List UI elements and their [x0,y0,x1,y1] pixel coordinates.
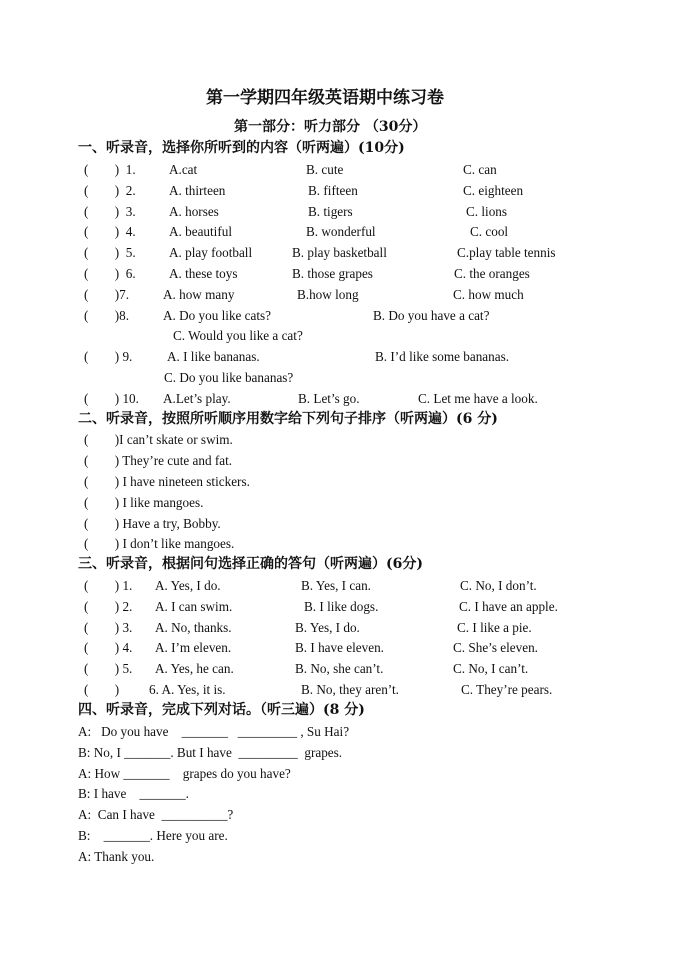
q5-num: ( ) 5. [84,245,136,260]
p3-q3-option-a: A. No, thanks. [155,620,232,635]
q6-option-a: A. these toys [169,266,238,281]
q1-option-b: B. cute [306,162,344,177]
p3-q4-option-a: A. I’m eleven. [155,640,232,655]
p3-q3-num: ( ) 3. [84,620,133,635]
p3-q1-num: ( ) 1. [84,578,133,593]
dialogue-line: B: I have _______. [78,786,189,801]
dialogue-line: B: _______. Here you are. [78,828,228,843]
order-item: ( ) I don’t like mangoes. [84,536,235,551]
q9-option-a: A. I like bananas. [167,349,260,364]
q1-option-a: A.cat [169,162,198,177]
q9-option-c: C. Do you like bananas? [164,370,294,385]
p3-q6-option-c: C. They’re pears. [461,682,553,697]
dialogue-line: A: How _______ grapes do you have? [78,766,291,781]
q1-option-c: C. can [463,162,497,177]
p3-q5-option-a: A. Yes, he can. [155,661,234,676]
p3-q2-num: ( ) 2. [84,599,133,614]
q3-option-c: C. lions [466,204,508,219]
page-title: 第一学期四年级英语期中练习卷 [206,88,444,108]
q4-option-c: C. cool [470,224,509,239]
p3-q2-option-a: A. I can swim. [155,599,233,614]
order-item: ( ) I like mangoes. [84,495,204,510]
q5-option-c: C.play table tennis [457,245,556,260]
q2-option-b: B. fifteen [308,183,358,198]
q8-num: ( )8. [84,308,130,323]
q10-num: ( ) 10. [84,391,139,406]
q4-option-a: A. beautiful [169,224,232,239]
part-subtitle: 第一部分：听力部分 （30分） [234,119,427,135]
q7-num: ( )7. [84,287,130,302]
q8-option-b: B. Do you have a cat? [373,308,490,323]
order-item: ( ) They’re cute and fat. [84,453,233,468]
p3-q2-option-b: B. I like dogs. [304,599,379,614]
p3-q4-option-b: B. I have eleven. [295,640,384,655]
p3-q5-num: ( ) 5. [84,661,133,676]
q7-option-b: B.how long [297,287,359,302]
p3-q1-option-c: C. No, I don’t. [460,578,537,593]
q2-num: ( ) 2. [84,183,136,198]
q8-option-c: C. Would you like a cat? [173,328,303,343]
p3-q4-num: ( ) 4. [84,640,133,655]
q3-option-b: B. tigers [308,204,353,219]
q3-option-a: A. horses [169,204,219,219]
q7-option-c: C. how much [453,287,524,302]
q7-option-a: A. how many [163,287,235,302]
q10-option-c: C. Let me have a look. [418,391,538,406]
q2-option-c: C. eighteen [463,183,524,198]
q8-option-a: A. Do you like cats? [163,308,272,323]
dialogue-line: A: Can I have __________? [78,807,234,822]
p3-q6-num: ( ) [84,682,120,697]
q2-option-a: A. thirteen [169,183,226,198]
q1-num: ( ) 1. [84,162,136,177]
dialogue-line: B: No, I _______. But I have _________ grapes. [78,745,343,760]
order-item: ( )I can’t skate or swim. [84,432,233,447]
q6-num: ( ) 6. [84,266,136,281]
order-item: ( ) Have a try, Bobby. [84,516,221,531]
q3-num: ( ) 3. [84,204,136,219]
section-2-heading: 二、听录音，按照所听顺序用数字给下列句子排序（听两遍）(6 分) [78,411,498,427]
p3-q5-option-c: C. No, I can’t. [453,661,529,676]
p3-q1-option-a: A. Yes, I do. [155,578,221,593]
q6-option-b: B. those grapes [292,266,373,281]
dialogue-line: A: Do you have _______ _________ , Su Hai? [78,724,350,739]
q5-option-a: A. play football [169,245,253,260]
p3-q3-option-b: B. Yes, I do. [295,620,360,635]
section-3-heading: 三、听录音，根据问句选择正确的答句（听两遍）(6分) [78,556,423,572]
q4-option-b: B. wonderful [306,224,376,239]
q9-option-b: B. I’d like some bananas. [375,349,510,364]
p3-q6-option-a: 6. A. Yes, it is. [149,682,226,697]
q10-option-a: A.Let’s play. [163,391,231,406]
p3-q2-option-c: C. I have an apple. [459,599,558,614]
q10-option-b: B. Let’s go. [298,391,360,406]
order-item: ( ) I have nineteen stickers. [84,474,250,489]
dialogue-line: A: Thank you. [78,849,155,864]
section-1-heading: 一、听录音，选择你所听到的内容（听两遍）(10分) [78,140,405,156]
q9-num: ( ) 9. [84,349,133,364]
p3-q5-option-b: B. No, she can’t. [295,661,384,676]
p3-q4-option-c: C. She’s eleven. [453,640,538,655]
section-4-heading: 四、听录音，完成下列对话。（听三遍）(8 分) [78,702,365,718]
q5-option-b: B. play basketball [292,245,387,260]
p3-q6-option-b: B. No, they aren’t. [301,682,399,697]
q4-num: ( ) 4. [84,224,136,239]
q6-option-c: C. the oranges [454,266,530,281]
p3-q3-option-c: C. I like a pie. [457,620,532,635]
p3-q1-option-b: B. Yes, I can. [301,578,371,593]
